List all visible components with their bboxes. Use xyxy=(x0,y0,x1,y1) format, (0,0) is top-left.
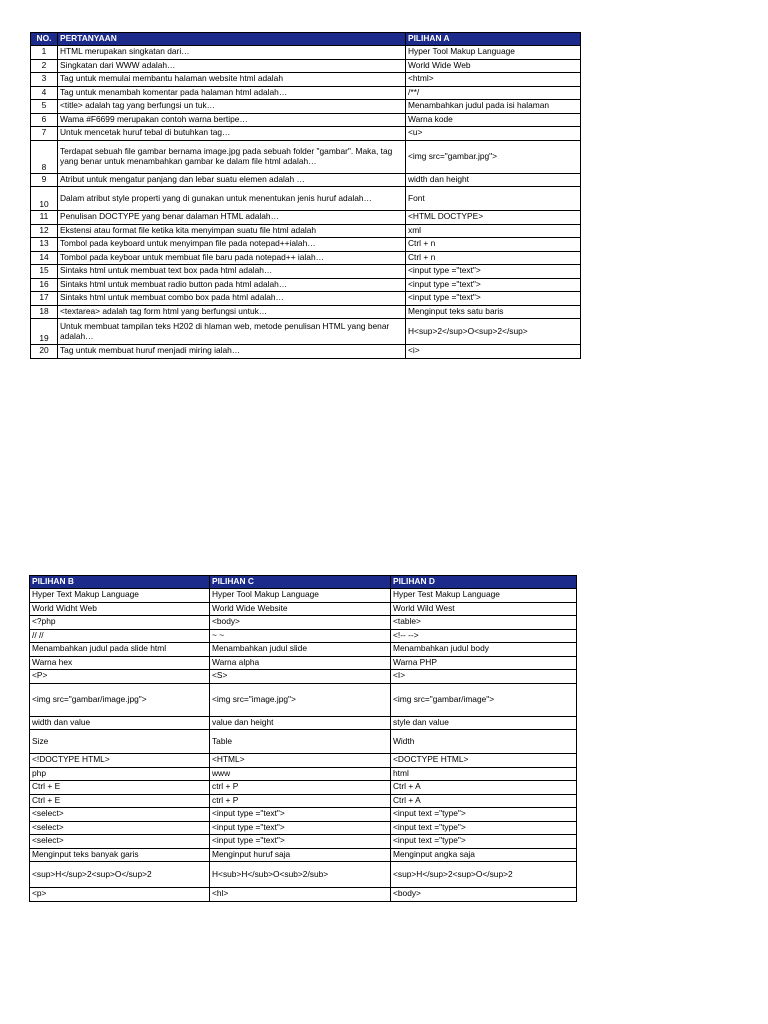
option-d: <sup>H</sup>2<sup>O</sup>2 xyxy=(391,862,577,888)
option-d: <input text ="type"> xyxy=(391,835,577,849)
option-b: <select> xyxy=(30,821,210,835)
question-number: 15 xyxy=(31,265,58,279)
option-b: <!DOCTYPE HTML> xyxy=(30,754,210,768)
option-a: width dan height xyxy=(406,173,581,187)
option-b: <sup>H</sup>2<sup>O</sup>2 xyxy=(30,862,210,888)
option-b: Menginput teks banyak garis xyxy=(30,848,210,862)
option-a: <u> xyxy=(406,127,581,141)
option-a: <input type ="text"> xyxy=(406,278,581,292)
question-text: Wama #F6699 merupakan contoh warna bertipe… xyxy=(58,113,406,127)
option-d: <body> xyxy=(391,888,577,902)
table-row xyxy=(31,251,581,265)
option-c: <input type ="text"> xyxy=(210,835,391,849)
option-b: Ctrl + E xyxy=(30,794,210,808)
option-b: php xyxy=(30,767,210,781)
table-row xyxy=(31,345,581,359)
question-text: <title> adalah tag yang berfungsi un tuk… xyxy=(58,100,406,114)
option-b: <select> xyxy=(30,835,210,849)
table-row xyxy=(30,656,577,670)
option-c: www xyxy=(210,767,391,781)
option-d: World Wild West xyxy=(391,602,577,616)
table-row xyxy=(30,730,577,754)
option-b: <select> xyxy=(30,808,210,822)
option-c: Menginput huruf saja xyxy=(210,848,391,862)
question-number: 5 xyxy=(31,100,58,114)
table-row xyxy=(31,46,581,60)
option-d: <table> xyxy=(391,616,577,630)
question-text: Singkatan dari WWW adalah… xyxy=(58,59,406,73)
question-text: Sintaks html untuk membuat radio button pada html adalah… xyxy=(58,278,406,292)
option-d: <I> xyxy=(391,670,577,684)
option-c: ~ ~ xyxy=(210,629,391,643)
option-d: html xyxy=(391,767,577,781)
option-d: <input text ="type"> xyxy=(391,821,577,835)
header-option-a: PILIHAN A xyxy=(406,33,581,46)
question-text: Dalam atribut style properti yang di gunakan untuk menentukan jenis huruf adalah… xyxy=(58,187,406,211)
option-b: width dan value xyxy=(30,716,210,730)
table-row xyxy=(31,292,581,306)
question-number: 8 xyxy=(31,140,58,173)
table-row xyxy=(30,754,577,768)
table-row xyxy=(31,127,581,141)
option-c: ctrl + P xyxy=(210,781,391,795)
option-b: <?php xyxy=(30,616,210,630)
option-b: <img src="gambar/image.jpg"> xyxy=(30,683,210,716)
option-c: <hl> xyxy=(210,888,391,902)
option-a: /**/ xyxy=(406,86,581,100)
question-text: Penulisan DOCTYPE yang benar dalaman HTML adalah… xyxy=(58,211,406,225)
option-d: <DOCTYPE HTML> xyxy=(391,754,577,768)
question-text: Untuk membuat tampilan teks H202 di hlaman web, metode penulisan HTML yang benar adalah… xyxy=(58,319,406,345)
table-row xyxy=(31,86,581,100)
question-number: 14 xyxy=(31,251,58,265)
option-c: Menambahkan judul slide xyxy=(210,643,391,657)
option-d: Menambahkan judul body xyxy=(391,643,577,657)
option-d: Width xyxy=(391,730,577,754)
table-row xyxy=(31,211,581,225)
option-d: <!-- --> xyxy=(391,629,577,643)
option-c: H<sub>H</sub>O<sub>2/sub> xyxy=(210,862,391,888)
table-row xyxy=(31,238,581,252)
option-b: <P> xyxy=(30,670,210,684)
question-text: Tombol pada keyboard untuk menyimpan file pada notepad++ialah… xyxy=(58,238,406,252)
option-c: Table xyxy=(210,730,391,754)
option-a: Menambahkan judul pada isi halaman xyxy=(406,100,581,114)
header-option-d: PILIHAN D xyxy=(391,576,577,589)
question-number: 16 xyxy=(31,278,58,292)
table-row xyxy=(30,767,577,781)
question-number: 6 xyxy=(31,113,58,127)
option-c: ctrl + P xyxy=(210,794,391,808)
table-row xyxy=(30,848,577,862)
question-number: 2 xyxy=(31,59,58,73)
table-row xyxy=(30,821,577,835)
table-row xyxy=(30,862,577,888)
header-row xyxy=(30,576,577,589)
question-text: Sintaks html untuk membuat text box pada html adalah… xyxy=(58,265,406,279)
table-row xyxy=(30,589,577,603)
option-b: Ctrl + E xyxy=(30,781,210,795)
table-row xyxy=(30,888,577,902)
table-row xyxy=(30,716,577,730)
option-a: <html> xyxy=(406,73,581,87)
table-row xyxy=(30,835,577,849)
option-a: <img src="gambar.jpg"> xyxy=(406,140,581,173)
table-row xyxy=(31,173,581,187)
option-a: <input type ="text"> xyxy=(406,265,581,279)
table-row xyxy=(30,683,577,716)
option-a: xml xyxy=(406,224,581,238)
option-c: <input type ="text"> xyxy=(210,808,391,822)
option-a: H<sup>2</sup>O<sup>2</sup> xyxy=(406,319,581,345)
option-a: <HTML DOCTYPE> xyxy=(406,211,581,225)
table-row xyxy=(31,113,581,127)
question-number: 12 xyxy=(31,224,58,238)
option-b: // // xyxy=(30,629,210,643)
table-row xyxy=(31,59,581,73)
option-a: <i> xyxy=(406,345,581,359)
header-option-c: PILIHAN C xyxy=(210,576,391,589)
table-row xyxy=(31,140,581,173)
table-row xyxy=(31,187,581,211)
question-number: 17 xyxy=(31,292,58,306)
option-c: <S> xyxy=(210,670,391,684)
option-b: <p> xyxy=(30,888,210,902)
option-c: value dan height xyxy=(210,716,391,730)
table-row xyxy=(31,305,581,319)
table-row xyxy=(31,100,581,114)
table-row xyxy=(30,616,577,630)
table-row xyxy=(30,670,577,684)
header-option-b: PILIHAN B xyxy=(30,576,210,589)
option-a: Warna kode xyxy=(406,113,581,127)
question-number: 7 xyxy=(31,127,58,141)
table-row xyxy=(31,278,581,292)
option-c: Hyper Tool Makup Language xyxy=(210,589,391,603)
header-row xyxy=(31,33,581,46)
header-no: NO. xyxy=(31,33,58,46)
table-row xyxy=(30,602,577,616)
table-row xyxy=(30,794,577,808)
question-text: Tombol pada keyboar untuk membuat file baru pada notepad++ ialah… xyxy=(58,251,406,265)
table-row xyxy=(30,629,577,643)
question-number: 4 xyxy=(31,86,58,100)
table-row xyxy=(30,781,577,795)
option-d: Hyper Test Makup Language xyxy=(391,589,577,603)
question-text: HTML merupakan singkatan dari… xyxy=(58,46,406,60)
table-row xyxy=(31,73,581,87)
option-b: World Widht Web xyxy=(30,602,210,616)
option-d: Ctrl + A xyxy=(391,794,577,808)
question-text: Atribut untuk mengatur panjang dan lebar suatu elemen adalah … xyxy=(58,173,406,187)
question-text: Tag untuk menambah komentar pada halaman html adalah… xyxy=(58,86,406,100)
option-c: World Wide Website xyxy=(210,602,391,616)
table-row xyxy=(31,265,581,279)
option-d: Menginput angka saja xyxy=(391,848,577,862)
question-text: Untuk mencetak huruf tebal di butuhkan tag… xyxy=(58,127,406,141)
question-number: 18 xyxy=(31,305,58,319)
option-a: Menginput teks satu baris xyxy=(406,305,581,319)
table-row xyxy=(30,808,577,822)
option-a: <input type ="text"> xyxy=(406,292,581,306)
question-number: 11 xyxy=(31,211,58,225)
table-row xyxy=(31,319,581,345)
option-c: <HTML> xyxy=(210,754,391,768)
question-number: 1 xyxy=(31,46,58,60)
option-c: <body> xyxy=(210,616,391,630)
option-a: World Wide Web xyxy=(406,59,581,73)
option-a: Font xyxy=(406,187,581,211)
option-c: Warna alpha xyxy=(210,656,391,670)
option-d: <img src="gambar/image"> xyxy=(391,683,577,716)
option-d: style dan value xyxy=(391,716,577,730)
option-c: <input type ="text"> xyxy=(210,821,391,835)
option-b: Hyper Text Makup Language xyxy=(30,589,210,603)
table-row xyxy=(30,643,577,657)
question-number: 9 xyxy=(31,173,58,187)
question-number: 3 xyxy=(31,73,58,87)
option-a: Hyper Tool Makup Language xyxy=(406,46,581,60)
option-b: Warna hex xyxy=(30,656,210,670)
options-table xyxy=(29,575,577,902)
question-text: Sintaks html untuk membuat combo box pada html adalah… xyxy=(58,292,406,306)
question-number: 20 xyxy=(31,345,58,359)
option-a: Ctrl + n xyxy=(406,238,581,252)
option-a: Ctrl + n xyxy=(406,251,581,265)
question-text: <textarea> adalah tag form html yang berfungsi untuk… xyxy=(58,305,406,319)
header-question: PERTANYAAN xyxy=(58,33,406,46)
question-text: Tag untuk membuat huruf menjadi miring ialah… xyxy=(58,345,406,359)
option-d: Warna PHP xyxy=(391,656,577,670)
question-text: Terdapat sebuah file gambar bernama image.jpg pada sebuah folder "gambar". Maka, tag yang benar untuk menambahkan gambar ke dalam file html adalah… xyxy=(58,140,406,173)
option-c: <img src="image.jpg"> xyxy=(210,683,391,716)
option-d: <input text ="type"> xyxy=(391,808,577,822)
question-number: 19 xyxy=(31,319,58,345)
question-text: Tag untuk memulai membantu halaman website html adalah xyxy=(58,73,406,87)
question-number: 13 xyxy=(31,238,58,252)
table-row xyxy=(31,224,581,238)
questions-table xyxy=(30,32,581,359)
option-b: Size xyxy=(30,730,210,754)
option-d: Ctrl + A xyxy=(391,781,577,795)
option-b: Menambahkan judul pada slide html xyxy=(30,643,210,657)
question-text: Ekstensi atau format file ketika kita menyimpan suatu file html adalah xyxy=(58,224,406,238)
question-number: 10 xyxy=(31,187,58,211)
